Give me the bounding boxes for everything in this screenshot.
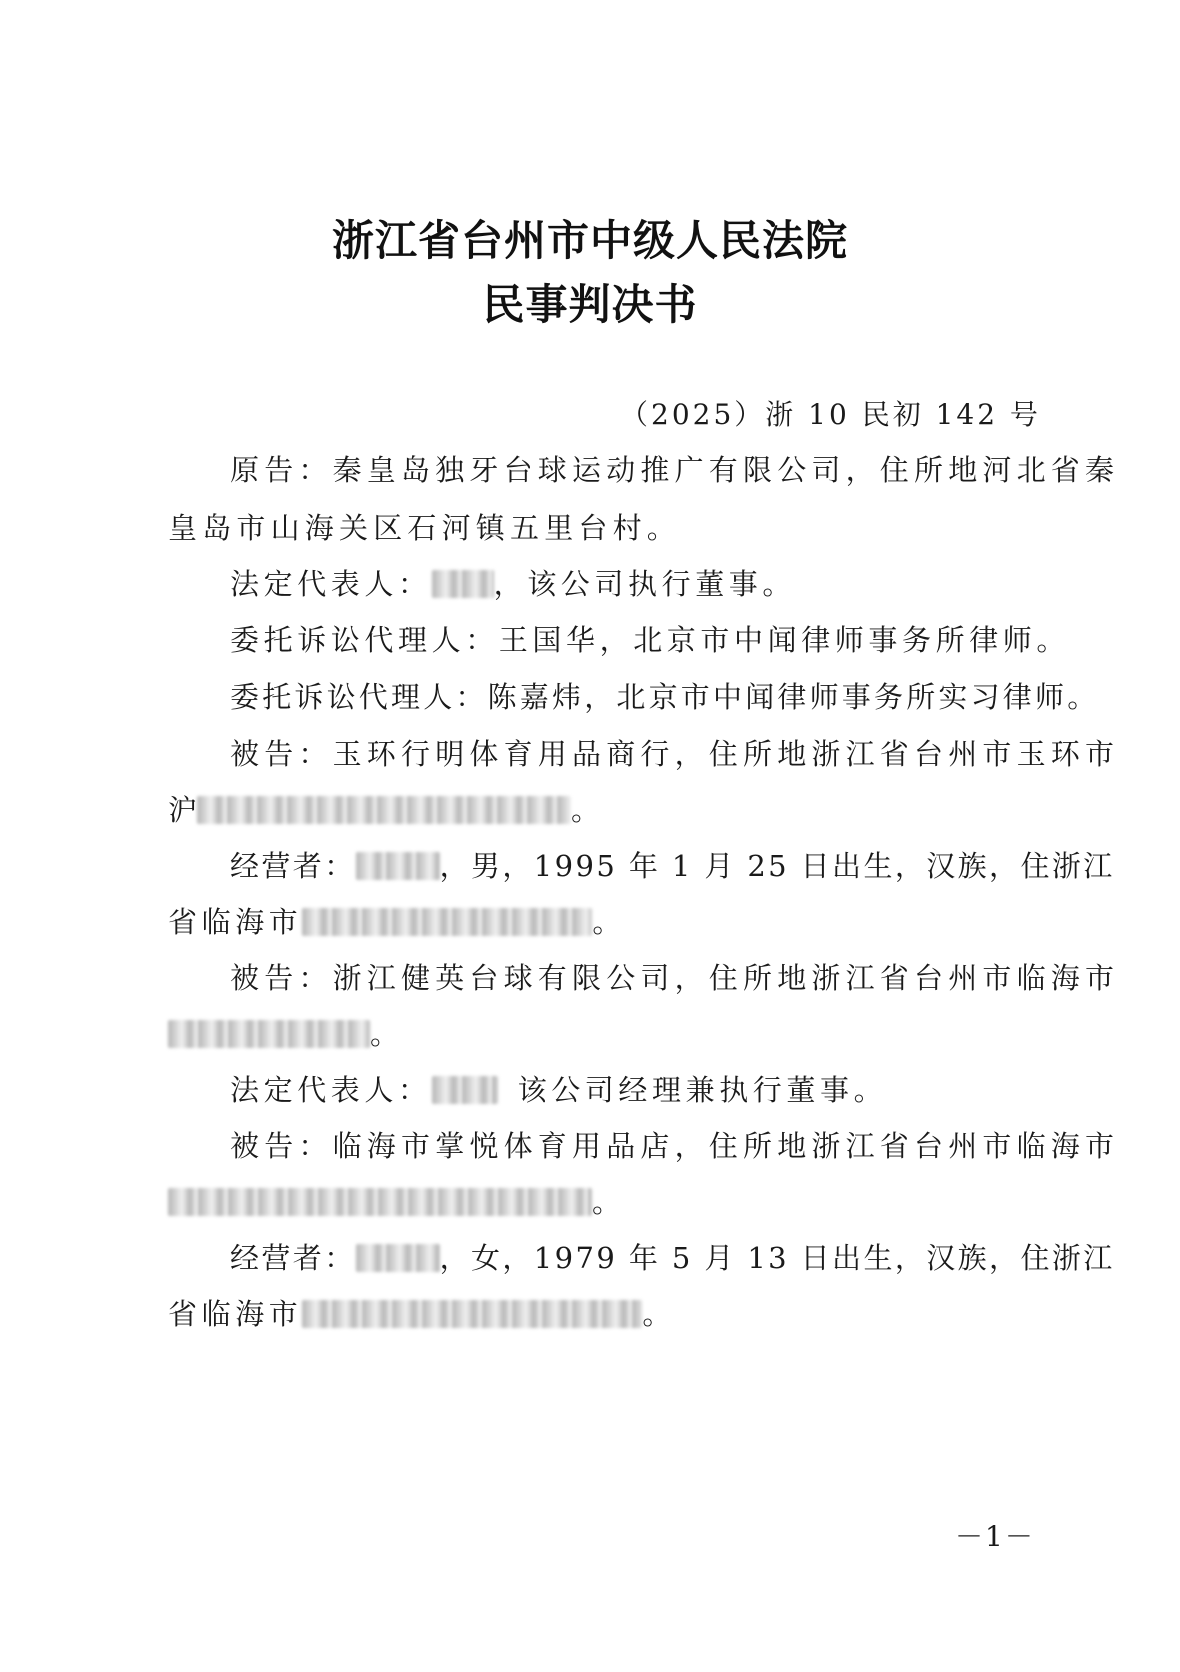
operator-2-address-head: 省临海市 (168, 1297, 303, 1331)
redacted-name (356, 852, 440, 880)
plaintiff-line-2: 皇岛市山海关区石河镇五里台村。 (168, 511, 682, 545)
defendant-1-line-1: 被告：玉环行明体育用品商行，住所地浙江省台州市玉环市 (230, 737, 1120, 771)
operator-2-line-1 (230, 1240, 1115, 1276)
document-type: 民事判决书 (482, 280, 698, 329)
period: 。 (370, 1017, 400, 1051)
period: 。 (592, 905, 627, 939)
plaintiff-line-1: 原告：秦皇岛独牙台球运动推广有限公司，住所地河北省秦 (230, 453, 1120, 487)
legal-rep-a-tail: ，该公司执行董事。 (493, 567, 797, 601)
case-number: （2025）浙 10 民初 142 号 (620, 398, 1041, 431)
redacted-address (302, 908, 592, 936)
operator-1-address-head: 省临海市 (168, 905, 303, 939)
legal-rep-b-tail: 该公司经理兼执行董事。 (517, 1073, 888, 1107)
period: 。 (592, 1185, 622, 1219)
redacted-name (432, 570, 494, 598)
defendant-2-line-1: 被告：浙江健英台球有限公司，住所地浙江省台州市临海市 (230, 961, 1120, 995)
agent-2: 委托诉讼代理人：陈嘉炜，北京市中闻律师事务所实习律师。 (230, 680, 1100, 714)
redacted-name (356, 1244, 440, 1272)
operator-2-line-2 (168, 1296, 676, 1332)
redacted-address (168, 1188, 592, 1216)
legal-rep-a-label: 法定代表人： (230, 567, 432, 601)
legal-rep-b (230, 1072, 887, 1108)
period: 。 (642, 1297, 677, 1331)
legal-rep-b-label: 法定代表人： (230, 1073, 432, 1107)
page-number: －1－ (955, 1520, 1035, 1553)
defendant-2-line-2 (168, 1016, 399, 1052)
operator-1-line-1 (230, 848, 1115, 884)
redacted-address (197, 796, 571, 824)
operator-1-label: 经营者： (230, 849, 356, 883)
defendant-3-line-2 (168, 1184, 621, 1220)
agent-1: 委托诉讼代理人：王国华，北京市中闻律师事务所律师。 (230, 623, 1071, 657)
defendant-1-line-2 (168, 792, 600, 828)
operator-2-tail: ，女，1979 年 5 月 13 日出生，汉族，住浙江 (439, 1241, 1115, 1275)
redacted-address (302, 1300, 642, 1328)
defendant-3-line-1: 被告：临海市掌悦体育用品店，住所地浙江省台州市临海市 (230, 1129, 1120, 1163)
operator-1-tail: ，男，1995 年 1 月 25 日出生，汉族，住浙江 (439, 849, 1115, 883)
period: 。 (571, 793, 601, 827)
operator-1-line-2 (168, 904, 626, 940)
operator-2-label: 经营者： (230, 1241, 356, 1275)
court-name: 浙江省台州市中级人民法院 (331, 216, 848, 265)
defendant-1-address-head: 沪 (168, 793, 198, 827)
legal-rep-a (230, 566, 796, 602)
redacted-address (168, 1020, 370, 1048)
redacted-name (432, 1076, 498, 1104)
